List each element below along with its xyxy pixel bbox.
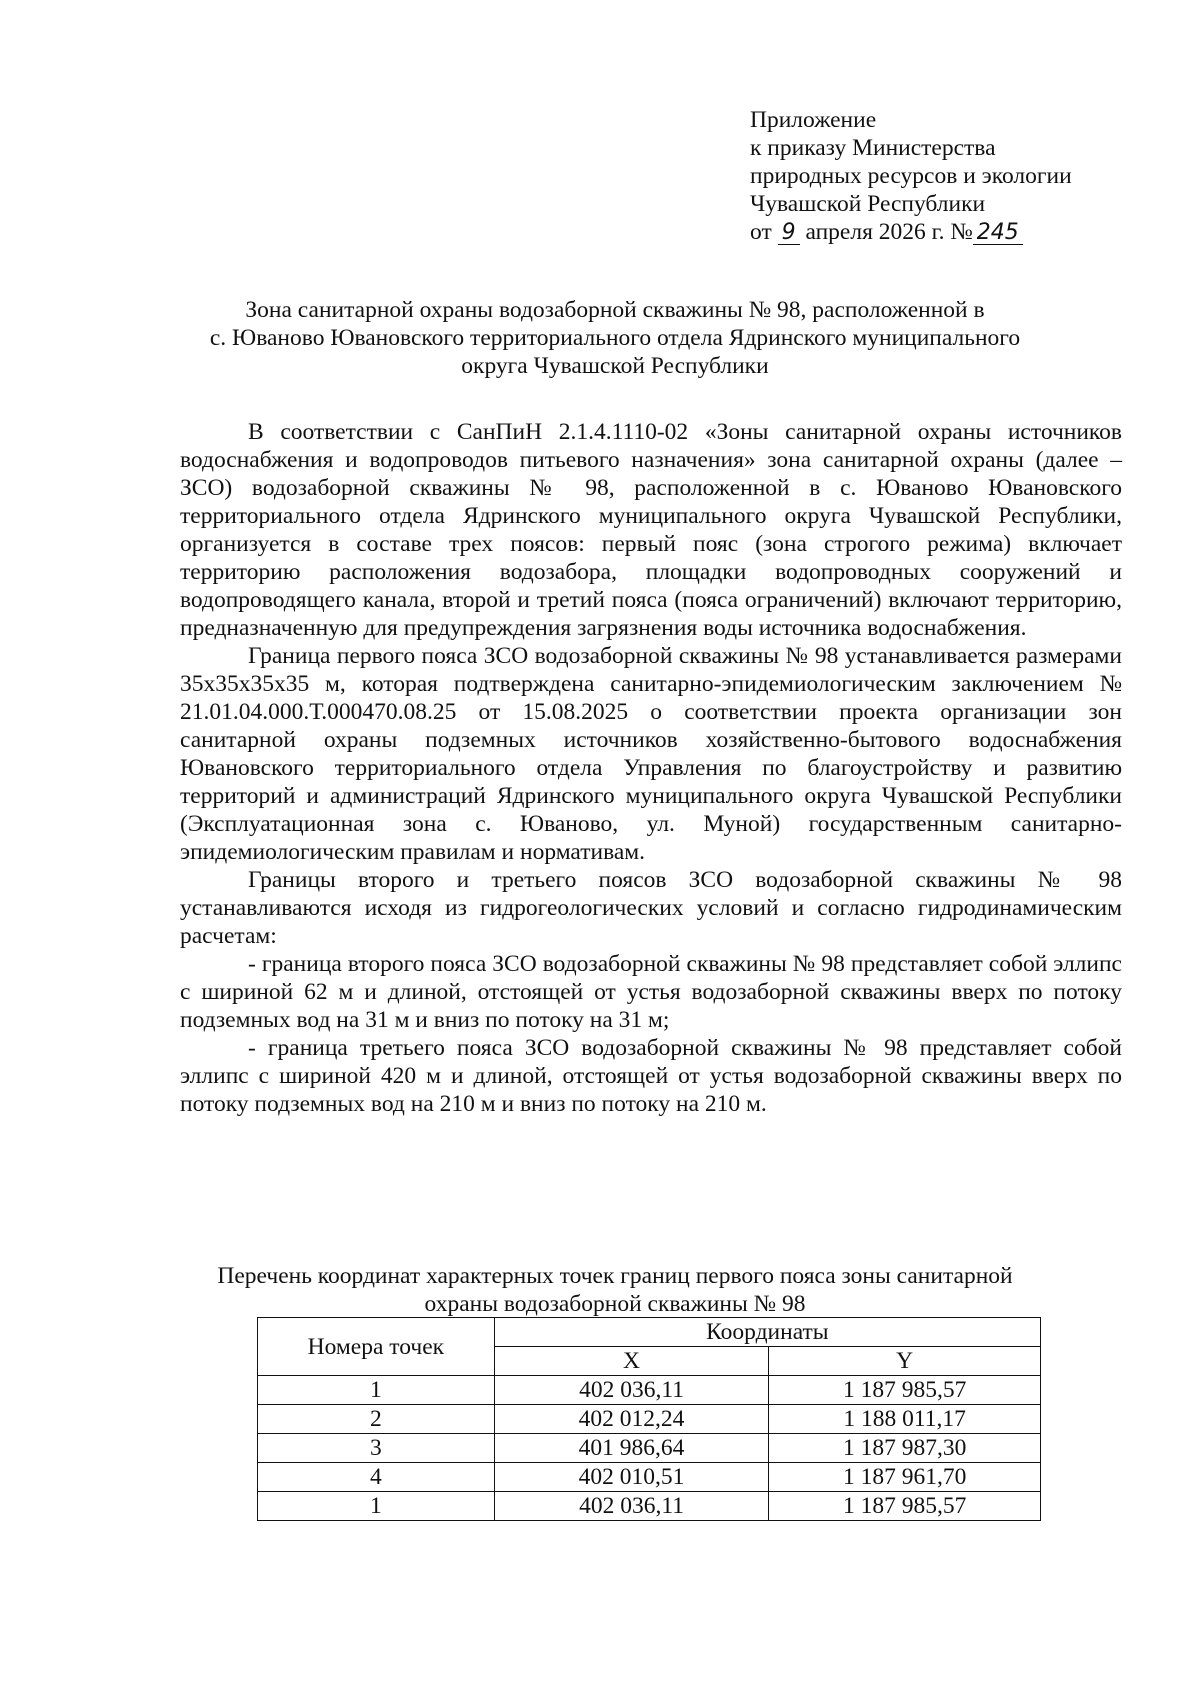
- date-prefix: от: [750, 219, 772, 245]
- cell-point: 1: [258, 1376, 495, 1405]
- cell-point: 4: [258, 1463, 495, 1492]
- coordinates-table: [257, 1317, 1041, 1521]
- title-line: Зона санитарной охраны водозаборной скважины № 98, расположенной в: [245, 297, 985, 323]
- header-y: Y: [769, 1347, 1041, 1376]
- annex-block: [750, 106, 1072, 246]
- paragraph: - граница третьего пояса ЗСО водозаборной скважины № 98 представляет собой эллипс с шириной 420 м и длиной, отстоящей от устья водозаборной скважины вверх по потоку подземных вод на 210 м и вниз по потоку на 210 м.: [180, 1035, 1122, 1117]
- cell-point: 3: [258, 1434, 495, 1463]
- table-row: [258, 1405, 1041, 1434]
- cell-x: 402 036,11: [494, 1376, 769, 1405]
- header-coordinates: Координаты: [494, 1318, 1040, 1347]
- table-row: [258, 1463, 1041, 1492]
- header-points: Номера точек: [258, 1318, 495, 1376]
- handwritten-order-number: 245: [973, 222, 1023, 245]
- cell-point: 2: [258, 1405, 495, 1434]
- cell-y: 1 187 985,57: [769, 1376, 1041, 1405]
- cell-y: 1 187 985,57: [769, 1492, 1041, 1521]
- table-row: [258, 1492, 1041, 1521]
- annex-date-line: [750, 218, 1072, 246]
- paragraph: Граница первого пояса ЗСО водозаборной скважины № 98 устанавливается размерами 35х35х35х35 м, которая подтверждена санитарно-эпидемиологическим заключением № 21.01.04.000.Т.000470.08.25 от 15.08.2025 о соответствии проекта организации зон санитарной охраны подземных источников хозяйственно-бытового водоснабжения Ювановского территориального отдела Управления по благоустройству и развитию территорий и администраций Ядринского муниципального округа Чувашской Республики (Эксплуатационная зона с. Юваново, ул. Муной) государственным санитарно-эпидемиологическим правилам и нормативам.: [180, 643, 1122, 865]
- title-line: с. Юваново Ювановского территориального отдела Ядринского муниципального: [209, 325, 1021, 351]
- cell-y: 1 187 961,70: [769, 1463, 1041, 1492]
- paragraph: Границы второго и третьего поясов ЗСО водозаборной скважины № 98 устанавливаются исходя из гидрогеологических условий и согласно гидродинамическим расчетам:: [180, 867, 1122, 949]
- paragraph: В соответствии с СанПиН 2.1.4.1110-02 «Зоны санитарной охраны источников водоснабжения и водопроводов питьевого назначения» зона санитарной охраны (далее – ЗСО) водозаборной скважины № 98, расположенной в с. Юваново Ювановского территориального отдела Ядринского муниципального округа Чувашской Республики, организуется в составе трех поясов: первый пояс (зона строгого режима) включает территорию расположения водозабора, площадки водопроводных сооружений и водопроводящего канала, второй и третий пояса (пояса ограничений) включают территорию, предназначенную для предупреждения загрязнения воды источника водоснабжения.: [180, 419, 1122, 641]
- cell-x: 402 036,11: [494, 1492, 769, 1521]
- cell-x: 401 986,64: [494, 1434, 769, 1463]
- annex-line: Приложение: [750, 107, 877, 133]
- cell-x: 402 010,51: [494, 1463, 769, 1492]
- document-body: [180, 418, 1122, 1118]
- handwritten-day: 9: [778, 222, 800, 245]
- table-title: [150, 1262, 1080, 1318]
- title-line: округа Чувашской Республики: [461, 353, 769, 379]
- paragraph: - граница второго пояса ЗСО водозаборной скважины № 98 представляет собой эллипс с шириной 62 м и длиной, отстоящей от устья водозаборной скважины вверх по потоку подземных вод на 31 м и вниз по потоку на 31 м;: [180, 951, 1122, 1033]
- date-middle: апреля 2026 г. №: [805, 219, 973, 245]
- cell-x: 402 012,24: [494, 1405, 769, 1434]
- annex-line: природных ресурсов и экологии: [750, 163, 1072, 189]
- cell-point: 1: [258, 1492, 495, 1521]
- cell-y: 1 188 011,17: [769, 1405, 1041, 1434]
- document-title: [150, 296, 1080, 380]
- table-row: [258, 1434, 1041, 1463]
- annex-line: Чувашской Республики: [750, 191, 986, 217]
- annex-line: к приказу Министерства: [750, 135, 996, 161]
- cell-y: 1 187 987,30: [769, 1434, 1041, 1463]
- table-title-line: охраны водозаборной скважины № 98: [424, 1291, 806, 1317]
- table-title-line: Перечень координат характерных точек границ первого пояса зоны санитарной: [217, 1263, 1013, 1289]
- header-x: X: [494, 1347, 769, 1376]
- table-row: [258, 1376, 1041, 1405]
